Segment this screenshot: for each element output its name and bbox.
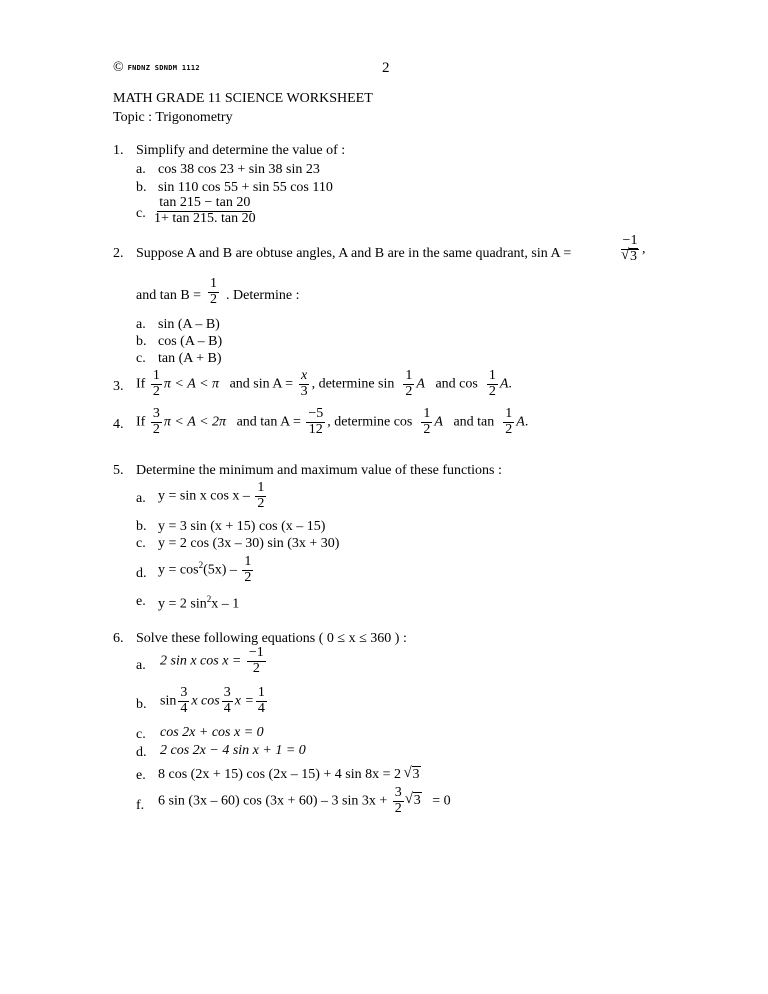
q4-h-num: 1 <box>423 406 431 421</box>
q5-d-num: 1 <box>244 554 252 569</box>
copyright-symbol: © <box>113 60 124 75</box>
q3-f1-num: 1 <box>152 368 160 383</box>
q1-c-fraction <box>152 196 258 226</box>
q6-d-label: d. <box>136 745 147 760</box>
q6-f-expr: 6 sin (3x – 60) cos (3x + 60) – 3 sin 3x + <box>158 793 388 809</box>
q5-d-pre: y = cos <box>158 562 199 578</box>
q6-b-n1: 3 <box>180 685 188 700</box>
q3-f1-den: 2 <box>152 383 160 399</box>
q6-e-expr: 8 cos (2x + 15) cos (2x – 15) + 4 sin 8x = 2 <box>158 767 401 782</box>
q4-h2-den: 2 <box>505 421 513 437</box>
q5-a-label: a. <box>136 491 146 506</box>
q2-sinA-value <box>618 234 646 264</box>
q4-and-tan: and tan A = <box>236 414 301 430</box>
q6-b-eq: x = <box>234 693 254 709</box>
q5-d-sup: 2 <box>198 559 204 570</box>
q3-h-num: 1 <box>405 368 413 383</box>
q6-b-label: b. <box>136 697 147 712</box>
q5-text: Determine the minimum and maximum value of these functions : <box>136 463 502 478</box>
q6-a <box>160 646 268 676</box>
q4-h2-num: 1 <box>505 406 513 421</box>
q6-a-expr: 2 sin x cos x = <box>160 653 242 669</box>
q2-number: 2. <box>113 246 124 261</box>
q2-tanB-denominator: 2 <box>210 291 217 307</box>
q4-and-tan2: and tan <box>453 414 495 430</box>
q5-e-sup: 2 <box>206 594 212 604</box>
q6-b-n2: 3 <box>223 685 231 700</box>
q6-e-radicand: 3 <box>412 767 420 782</box>
q5-c: y = 2 cos (3x – 30) sin (3x + 30) <box>158 536 340 551</box>
q3-h-den: 2 <box>405 383 413 399</box>
q3-if: If <box>136 376 146 392</box>
q4-if: If <box>136 414 146 430</box>
q4-A1: A <box>434 414 443 430</box>
q6-f-label: f. <box>136 798 145 813</box>
q2-tanB-pre: and tan B = <box>136 288 202 303</box>
q4-f1-num: 3 <box>152 406 160 421</box>
q1-c-denominator: 1+ tan 215. tan 20 <box>154 210 256 226</box>
q5-e-post: x – 1 <box>211 596 240 612</box>
q3-line <box>136 369 512 399</box>
q3-and-sin: and sin A = <box>229 376 294 392</box>
q2-sinA-radicand: 3 <box>630 248 637 264</box>
q1-a-label: a. <box>136 162 146 177</box>
q4-inequality: π < A < 2π <box>163 414 227 430</box>
q3-x-num: x <box>300 368 308 383</box>
q2-sinA-numerator: −1 <box>622 233 638 248</box>
q3-inequality: π < A < π <box>163 376 220 392</box>
q6-e-label: e. <box>136 768 146 783</box>
q5-a-num: 1 <box>257 480 265 495</box>
worksheet-topic: Topic : Trigonometry <box>113 110 233 125</box>
q6-f-radicand: 3 <box>413 793 421 809</box>
q5-a-expr: y = sin x cos x – <box>158 488 250 504</box>
q4-f1-den: 2 <box>152 421 160 437</box>
q6-a-den: 2 <box>252 660 260 676</box>
q6-e <box>158 767 421 783</box>
q1-number: 1. <box>113 143 124 158</box>
q4-t-num: −5 <box>308 406 324 421</box>
q6-b-d1: 4 <box>180 700 188 716</box>
q4-h-den: 2 <box>423 421 431 437</box>
q2-a: sin (A – B) <box>158 317 220 332</box>
q6-c: cos 2x + cos x = 0 <box>160 725 264 740</box>
q3-h2-den: 2 <box>488 383 496 399</box>
q5-b-label: b. <box>136 519 147 534</box>
q1-b-label: b. <box>136 180 147 195</box>
q2-text: Suppose A and B are obtuse angles, A and B are in the same quadrant, sin A = <box>136 246 572 261</box>
worksheet-title: MATH GRADE 11 SCIENCE WORKSHEET <box>113 91 373 106</box>
q4-line <box>136 407 528 437</box>
q2-c: tan (A + B) <box>158 351 222 366</box>
q2-tanB-post: . Determine : <box>226 288 300 303</box>
q6-number: 6. <box>113 631 124 646</box>
copyright-text: FNDNZ SDNDM 1112 <box>127 63 200 72</box>
q3-and-cos: and cos <box>435 376 478 392</box>
q3-number: 3. <box>113 379 124 394</box>
q4-t-den: 12 <box>308 421 323 437</box>
q2-tanB-numerator: 1 <box>210 276 217 291</box>
q4-determine: , determine cos <box>327 414 413 430</box>
q5-d-post: (5x) – <box>203 562 237 578</box>
q6-b-d3: 4 <box>257 700 265 716</box>
copyright-notice <box>113 60 200 76</box>
q6-b-n3: 1 <box>257 685 265 700</box>
q3-determine: , determine sin <box>311 376 395 392</box>
q5-e-pre: y = 2 sin <box>158 596 207 612</box>
q6-b <box>160 686 269 716</box>
q3-x-den: 3 <box>300 383 308 399</box>
q1-a: cos 38 cos 23 + sin 38 sin 23 <box>158 162 320 177</box>
q5-number: 5. <box>113 463 124 478</box>
q6-a-label: a. <box>136 658 146 673</box>
q5-d-den: 2 <box>244 569 252 585</box>
q3-end: . <box>508 376 512 392</box>
q2-tanB-fraction <box>208 277 219 307</box>
q2-a-label: a. <box>136 317 146 332</box>
q5-d-label: d. <box>136 566 147 581</box>
q5-e <box>158 594 239 613</box>
q3-A1: A <box>416 376 425 392</box>
q2-comma: , <box>642 241 646 257</box>
q4-A2: A <box>516 414 525 430</box>
q6-b-d2: 4 <box>223 700 231 716</box>
q1-text: Simplify and determine the value of : <box>136 143 346 158</box>
q6-b-mid: x cos <box>191 693 220 709</box>
q6-d: 2 cos 2x − 4 sin x + 1 = 0 <box>160 743 306 758</box>
q1-c-numerator: tan 215 − tan 20 <box>159 195 251 210</box>
q6-a-num: −1 <box>248 645 264 660</box>
page-number: 2 <box>382 60 390 76</box>
q3-h2-num: 1 <box>488 368 496 383</box>
q6-text: Solve these following equations ( 0 ≤ x ≤ 360 ) : <box>136 631 407 646</box>
q6-f-end: = 0 <box>432 793 451 809</box>
q2-b: cos (A – B) <box>158 334 223 349</box>
q5-d <box>158 555 255 585</box>
q1-c-label: c. <box>136 206 146 221</box>
q6-f <box>158 786 451 816</box>
q2-c-label: c. <box>136 351 146 366</box>
q5-a <box>158 481 268 511</box>
q2-b-label: b. <box>136 334 147 349</box>
q6-f-num: 3 <box>394 785 402 800</box>
q6-f-den: 2 <box>394 800 402 816</box>
q5-e-label: e. <box>136 594 146 609</box>
q5-a-den: 2 <box>257 495 265 511</box>
q6-c-label: c. <box>136 727 146 742</box>
q6-b-sin: sin <box>160 693 177 709</box>
q1-b: sin 110 cos 55 + sin 55 cos 110 <box>158 180 333 195</box>
q4-number: 4. <box>113 417 124 432</box>
q5-c-label: c. <box>136 536 146 551</box>
q4-end: . <box>524 414 529 430</box>
q3-A2: A <box>499 376 509 392</box>
q5-b: y = 3 sin (x + 15) cos (x – 15) <box>158 519 326 534</box>
